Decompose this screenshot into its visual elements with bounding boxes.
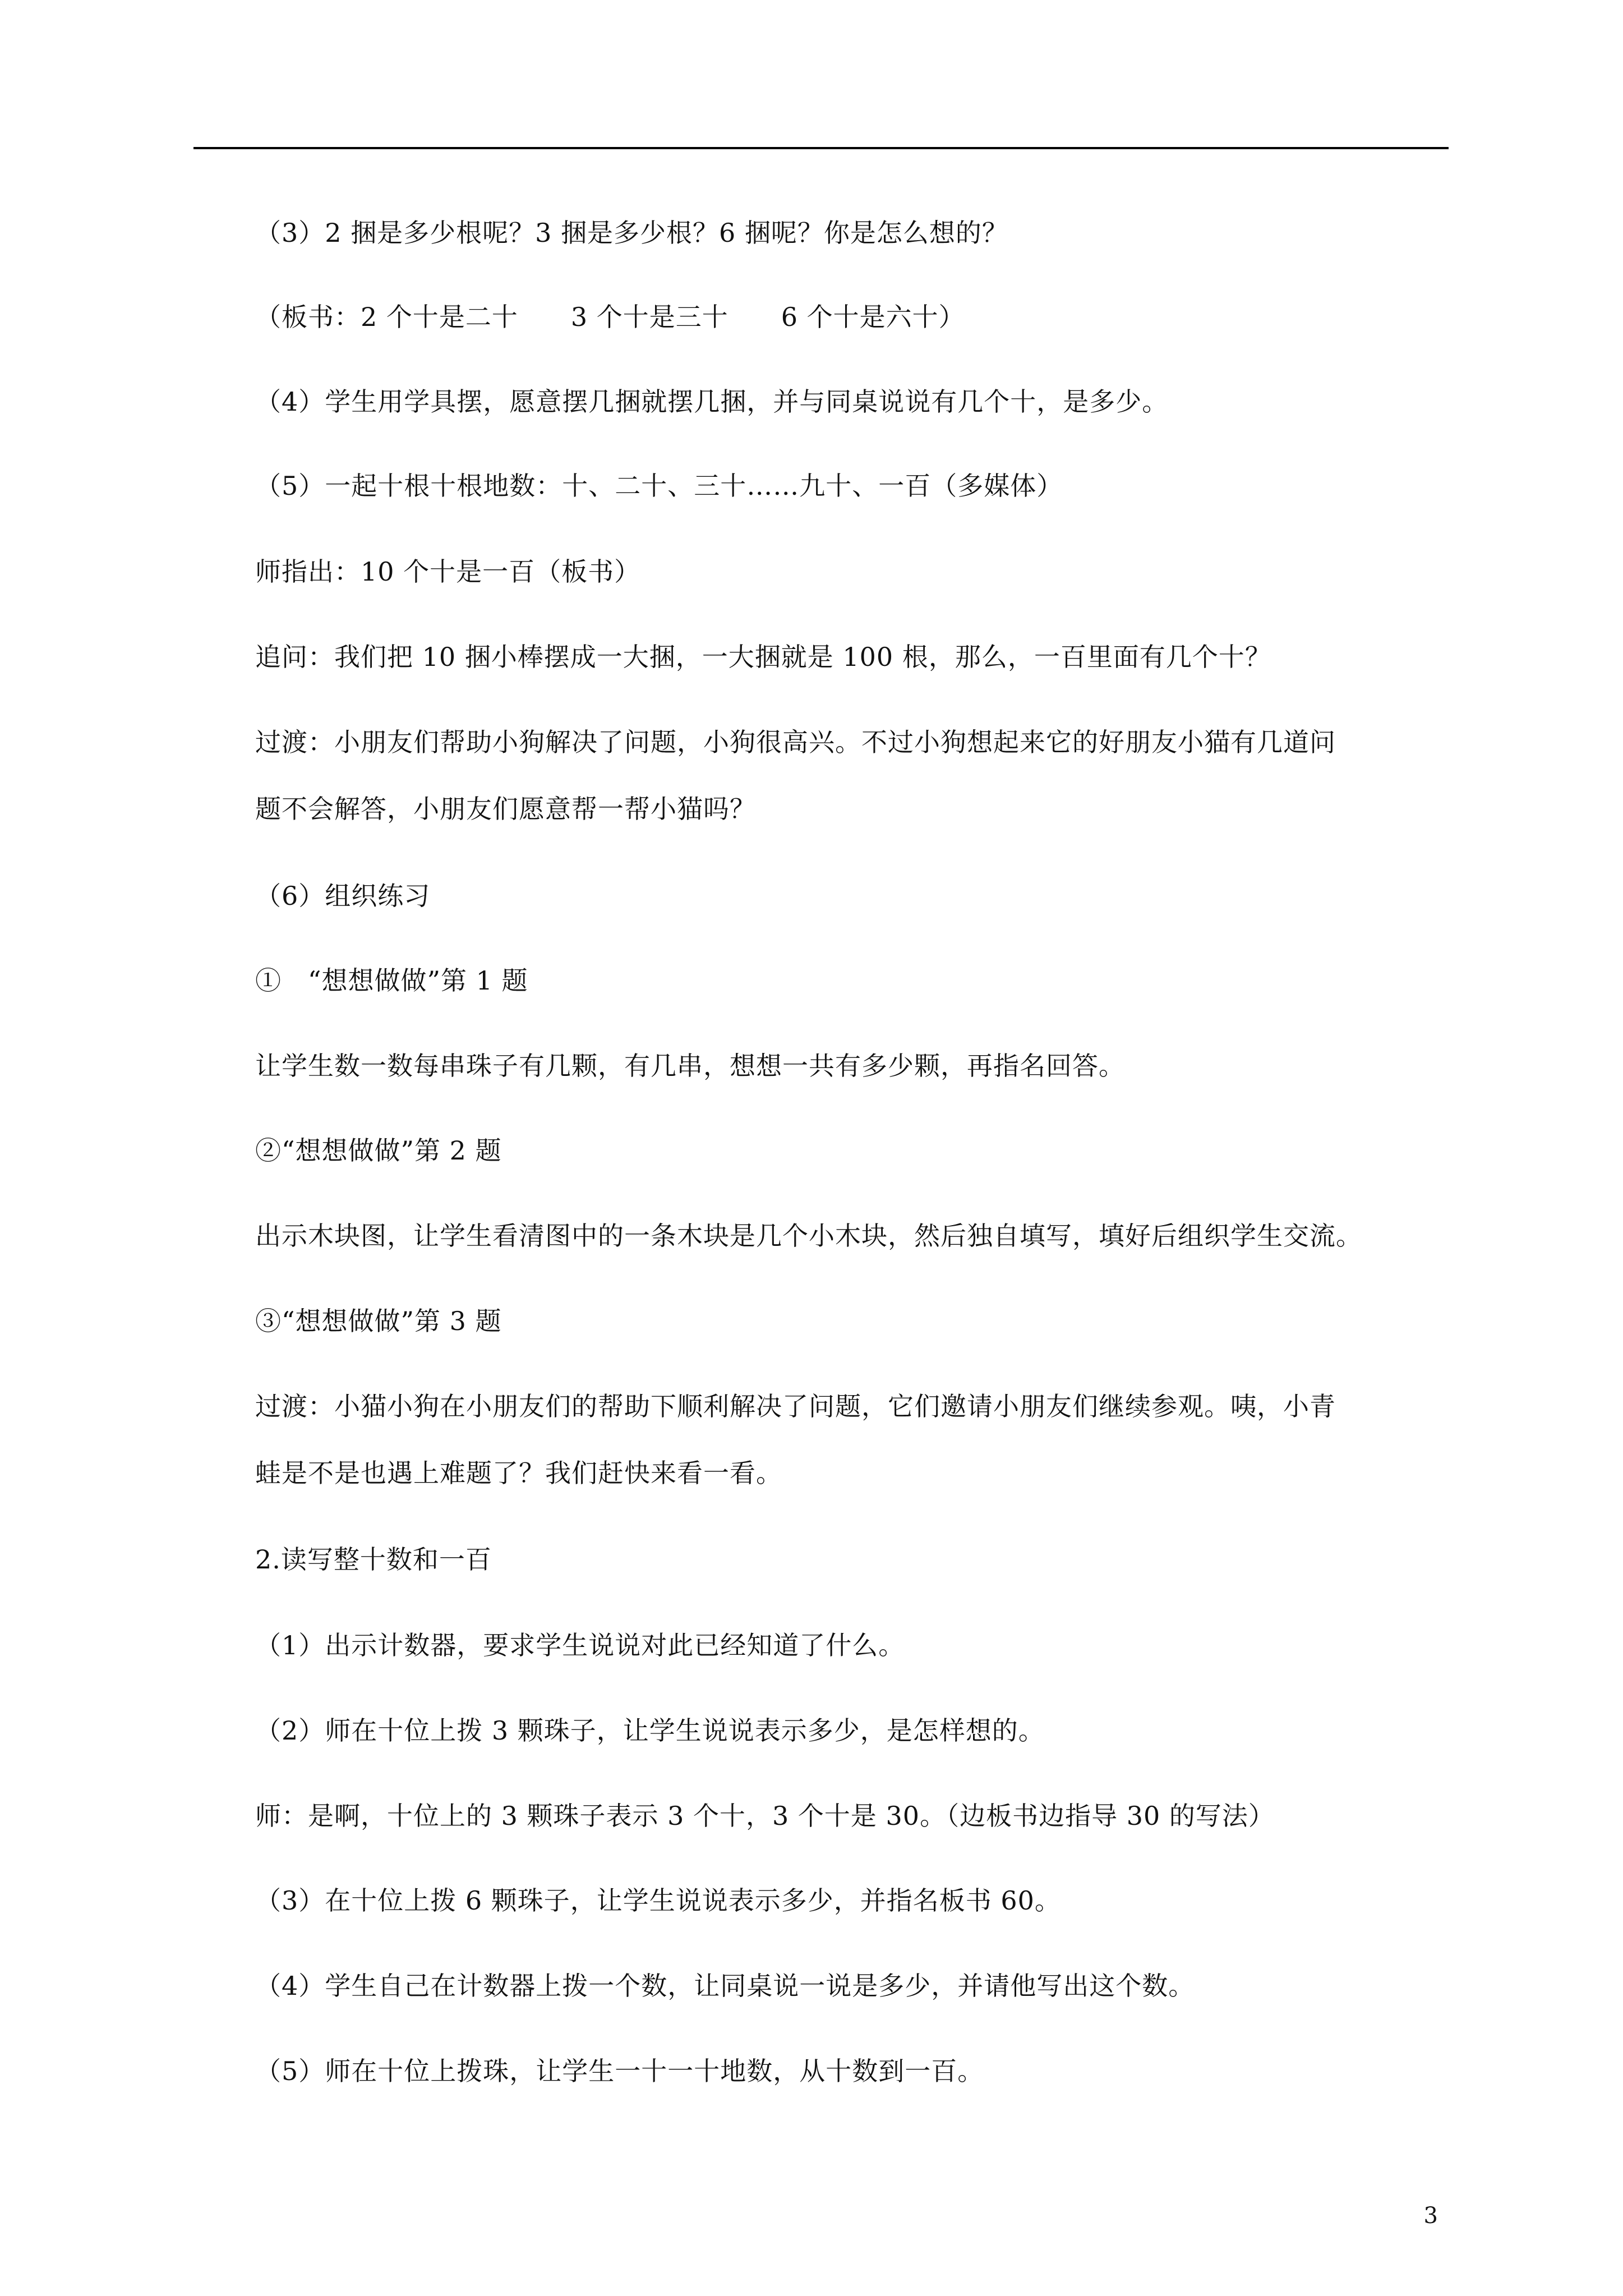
- page-number: 3: [1423, 2203, 1438, 2229]
- paragraph-line: 师：是啊，十位上的 3 颗珠子表示 3 个十，3 个十是 30。（边板书边指导 30 的写法）: [255, 1801, 1275, 1831]
- paragraph-line: （2）师在十位上拨 3 颗珠子，让学生说说表示多少，是怎样想的。: [255, 1715, 1045, 1746]
- paragraph-line: 出示木块图，让学生看清图中的一条木块是几个小木块，然后独自填写，填好后组织学生交流。: [255, 1221, 1362, 1251]
- paragraph-line: ③“想想做做”第 3 题: [255, 1306, 502, 1336]
- paragraph-line: （4）学生用学具摆，愿意摆几捆就摆几捆，并与同桌说说有几个十，是多少。: [255, 386, 1169, 417]
- paragraph-line: （4）学生自己在计数器上拨一个数，让同桌说一说是多少，并请他写出这个数。: [255, 1971, 1195, 2001]
- paragraph-line: 过渡：小朋友们帮助小狗解决了问题，小狗很高兴。不过小狗想起来它的好朋友小猫有几道问: [255, 727, 1336, 757]
- paragraph-line: （1）出示计数器，要求学生说说对此已经知道了什么。: [255, 1630, 905, 1660]
- paragraph-line: 过渡：小猫小狗在小朋友们的帮助下顺利解决了问题，它们邀请小朋友们继续参观。咦，小青: [255, 1391, 1336, 1421]
- paragraph-line: 2.读写整十数和一百: [255, 1544, 492, 1575]
- paragraph-line: 追问：我们把 10 捆小棒摆成一大捆，一大捆就是 100 根，那么，一百里面有几个十？: [255, 642, 1271, 672]
- paragraph-line: ②“想想做做”第 2 题: [255, 1135, 502, 1166]
- paragraph-line: ① “想想做做”第 1 题: [255, 965, 528, 996]
- paragraph-line: （板书：2 个十是二十 3 个十是三十 6 个十是六十）: [255, 302, 965, 332]
- paragraph-line: 蛙是不是也遇上难题了？我们赶快来看一看。: [255, 1458, 782, 1488]
- paragraph-line: 师指出：10 个十是一百（板书）: [255, 556, 641, 587]
- paragraph-line: 题不会解答，小朋友们愿意帮一帮小猫吗？: [255, 794, 756, 824]
- paragraph-line: 让学生数一数每串珠子有几颗，有几串，想想一共有多少颗，再指名回答。: [255, 1051, 1125, 1081]
- paragraph-line: （3）在十位上拨 6 颗珠子，让学生说说表示多少，并指名板书 60。: [255, 1885, 1061, 1916]
- paragraph-line: （3）2 捆是多少根呢？3 捆是多少根？6 捆呢？你是怎么想的？: [255, 218, 1008, 248]
- paragraph-line: （5）一起十根十根地数：十、二十、三十……九十、一百（多媒体）: [255, 471, 1063, 501]
- paragraph-line: （6）组织练习: [255, 881, 431, 911]
- paragraph-line: （5）师在十位上拨珠，让学生一十一十地数，从十数到一百。: [255, 2056, 984, 2086]
